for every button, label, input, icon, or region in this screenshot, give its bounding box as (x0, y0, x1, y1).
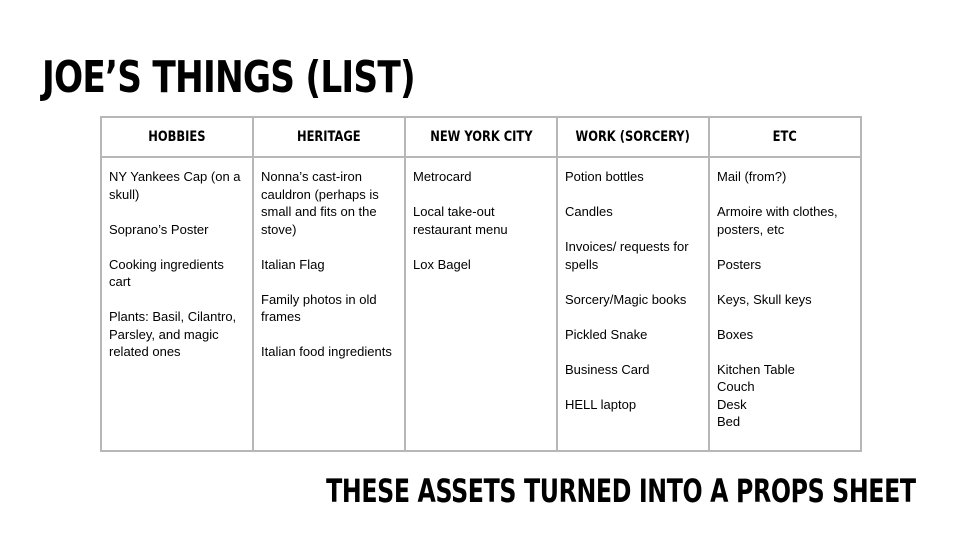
column-header-label: WORK (SORCERY) (575, 129, 691, 145)
list-item (717, 203, 854, 238)
list-item-text: HELL laptop (565, 396, 637, 412)
list-item (413, 256, 550, 274)
list-item (261, 256, 398, 274)
column-cell-heritage (253, 157, 405, 451)
list-item (261, 291, 398, 326)
list-item-text: Sorcery/Magic books (565, 291, 687, 307)
list-item-text: Nonna’s cast-iron cauldron (perhaps is small and fits on the stove) (261, 169, 379, 237)
list-item-text: Family photos in old frames (261, 291, 377, 324)
list-item (717, 291, 854, 309)
list-item (109, 221, 246, 239)
list-item (109, 308, 246, 361)
list-item (109, 256, 246, 291)
column-header-heritage (253, 117, 405, 157)
column-cell-etc (709, 157, 861, 451)
table-body-row (101, 157, 861, 451)
list-item-text: Soprano’s Poster (109, 221, 209, 237)
footer-caption: THESE ASSETS TURNED INTO A PROPS SHEET (326, 472, 916, 510)
list-item-text: Plants: Basil, Cilantro, Parsley, and magic related ones (109, 309, 237, 359)
column-cell-work-sorcery (557, 157, 709, 451)
list-item (413, 168, 550, 186)
list-item-text: Bed (717, 414, 741, 429)
list-item-text: NY Yankees Cap (on a skull) (109, 169, 241, 202)
list-item-text: Candles (565, 204, 613, 219)
list-item (717, 256, 854, 274)
list-item (565, 326, 702, 344)
list-item (717, 168, 854, 186)
column-header-label: ETC (772, 129, 798, 145)
list-item-text: Lox Bagel (413, 256, 471, 272)
list-item (109, 168, 246, 203)
list-item-text: Italian food ingredients (261, 344, 392, 359)
list-item (261, 343, 398, 361)
list-item-text: Cooking ingredients cart (109, 256, 224, 289)
column-header-label: HOBBIES (148, 129, 206, 145)
column-header-hobbies (101, 117, 253, 157)
list-item (717, 326, 854, 344)
list-item-text: Metrocard (413, 169, 472, 184)
list-item (413, 203, 550, 238)
list-item-text: Keys, Skull keys (717, 291, 812, 307)
list-item-text: Posters (717, 256, 762, 272)
list-item-text: Mail (from?) (717, 169, 787, 184)
list-item (565, 361, 702, 379)
column-header-work-sorcery (557, 117, 709, 157)
list-item-text: Pickled Snake (565, 326, 648, 342)
list-item (565, 238, 702, 273)
list-item-text: Local take-out restaurant menu (413, 204, 508, 237)
list-item-text: Desk (717, 396, 747, 412)
list-item (717, 361, 854, 431)
page-title: JOE’S THINGS (LIST) (42, 52, 415, 103)
list-item-text: Invoices/ requests for spells (565, 239, 689, 272)
column-header-etc (709, 117, 861, 157)
column-header-new-york-city (405, 117, 557, 157)
list-item (565, 291, 702, 309)
list-item (565, 396, 702, 414)
list-item-text: Kitchen Table (717, 361, 795, 377)
list-item (565, 168, 702, 186)
list-item (261, 168, 398, 238)
list-item-text: Italian Flag (261, 256, 325, 272)
list-item-text: Boxes (717, 326, 754, 342)
column-cell-hobbies (101, 157, 253, 451)
list-item (565, 203, 702, 221)
props-list-table (100, 116, 862, 452)
column-cell-new-york-city (405, 157, 557, 451)
column-header-label: HERITAGE (297, 129, 361, 145)
list-item-text: Couch (717, 379, 755, 394)
list-item-text: Business Card (565, 361, 650, 377)
table-header-row (101, 117, 861, 157)
column-header-label: NEW YORK CITY (429, 129, 533, 145)
list-item-text: Armoire with clothes, posters, etc (717, 204, 838, 237)
list-item-text: Potion bottles (565, 169, 644, 184)
